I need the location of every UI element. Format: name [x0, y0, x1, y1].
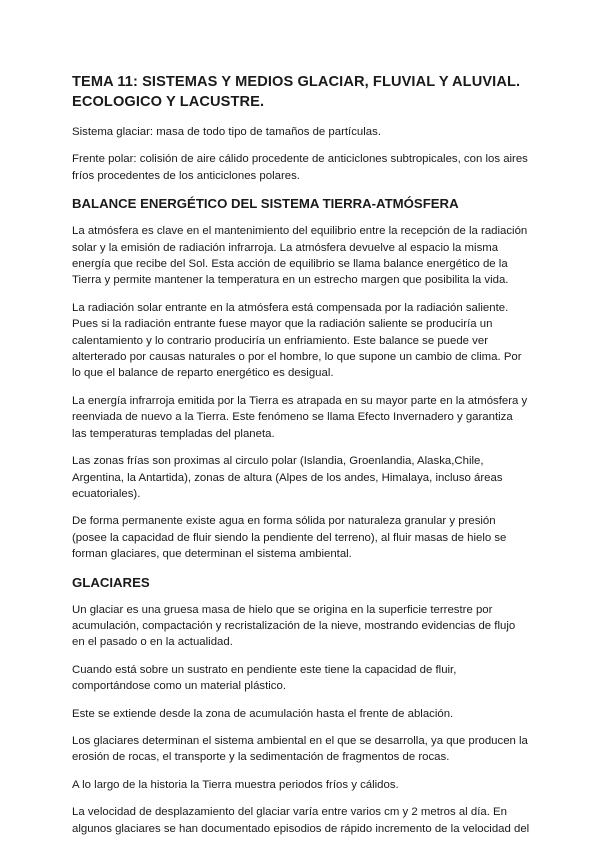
glaciares-paragraph-2: Cuando está sobre un sustrato en pendiente este tiene la capacidad de fluir, comportándose como un material plástico.: [72, 663, 457, 693]
balance-paragraph-1: La atmósfera es clave en el mantenimiento del equilibrio entre la recepción de la radiación solar y la emisión de radiación infrarroja. La atmósfera devuelve al espacio la misma energía que recibe del Sol. Esta acción de equilibrio se llama balance energético de la Tierra y permite mantener la temperatura en un estrecho margen que posibilita la vida.: [72, 225, 528, 287]
intro-paragraph-1: Sistema glaciar: masa de todo tipo de tamaños de partículas.: [72, 126, 381, 138]
glaciares-paragraph-6: La velocidad de desplazamiento del glaciar varía entre varios cm y 2 metros al día. En algunos glaciares se han documentado episodios de rápido incremento de la velocidad del: [72, 806, 530, 835]
balance-paragraph-2: La radiación solar entrante en la atmósfera está compensada por la radiación saliente. Pues si la radiación entrante fuese mayor que la radiación saliente se produciría un calentamiento y lo contrario produciría un enfriamiento. Este balance se puede ver alterterado por causas naturales o por el hombre, lo que supone un cambio de clima. Por lo que el balance de reparto energético es desigual.: [72, 301, 522, 380]
intro-paragraph-2: Frente polar: colisión de aire cálido procedente de anticiclones subtropicales, con los aires fríos procedentes de los anticiclones polares.: [72, 153, 528, 182]
balance-paragraph-3: La energía infrarroja emitida por la Tierra es atrapada en su mayor parte en la atmósfera y reenviada de nuevo a la Tierra. Este fenómeno se llama Efecto Invernadero y garantiza las temperaturas templadas del planeta.: [72, 394, 528, 440]
glaciares-paragraph-3: Este se extiende desde la zona de acumulación hasta el frente de ablación.: [72, 707, 454, 720]
document-title: TEMA 11: SISTEMAS Y MEDIOS GLACIAR, FLUVIAL Y ALUVIAL. ECOLOGICO Y LACUSTRE.: [72, 74, 521, 110]
glaciares-paragraph-4: Los glaciares determinan el sistema ambiental en el que se desarrolla, ya que producen la erosión de rocas, el transporte y la sedimentación de fragmentos de rocas.: [72, 734, 528, 764]
glaciares-paragraph-1: Un glaciar es una gruesa masa de hielo que se origina en la superficie terrestre por acumulación, compactación y recristalización de la nieve, mostrando evidencias de flujo en el pasado o en la actualidad.: [72, 603, 516, 649]
balance-paragraph-5: De forma permanente existe agua en forma sólida por naturaleza granular y presión (posee la capacidad de fluir siendo la pendiente del terreno), al fluir masas de hielo se forman glaciares, que determinan el sistema ambiental.: [72, 515, 507, 561]
section-heading-glaciares: GLACIARES: [72, 574, 150, 590]
glaciares-paragraph-5: A lo largo de la historia la Tierra muestra periodos fríos y cálidos.: [72, 778, 399, 791]
section-heading-balance: BALANCE ENERGÉTICO DEL SISTEMA TIERRA-ATMÓSFERA: [72, 196, 459, 212]
balance-paragraph-4: Las zonas frías son proximas al circulo polar (Islandia, Groenlandia, Alaska,Chile, Argentina, la Antartida), zonas de altura (Alpes de los andes, Himalaya, incluso áreas ecuatoriales).: [72, 455, 503, 500]
